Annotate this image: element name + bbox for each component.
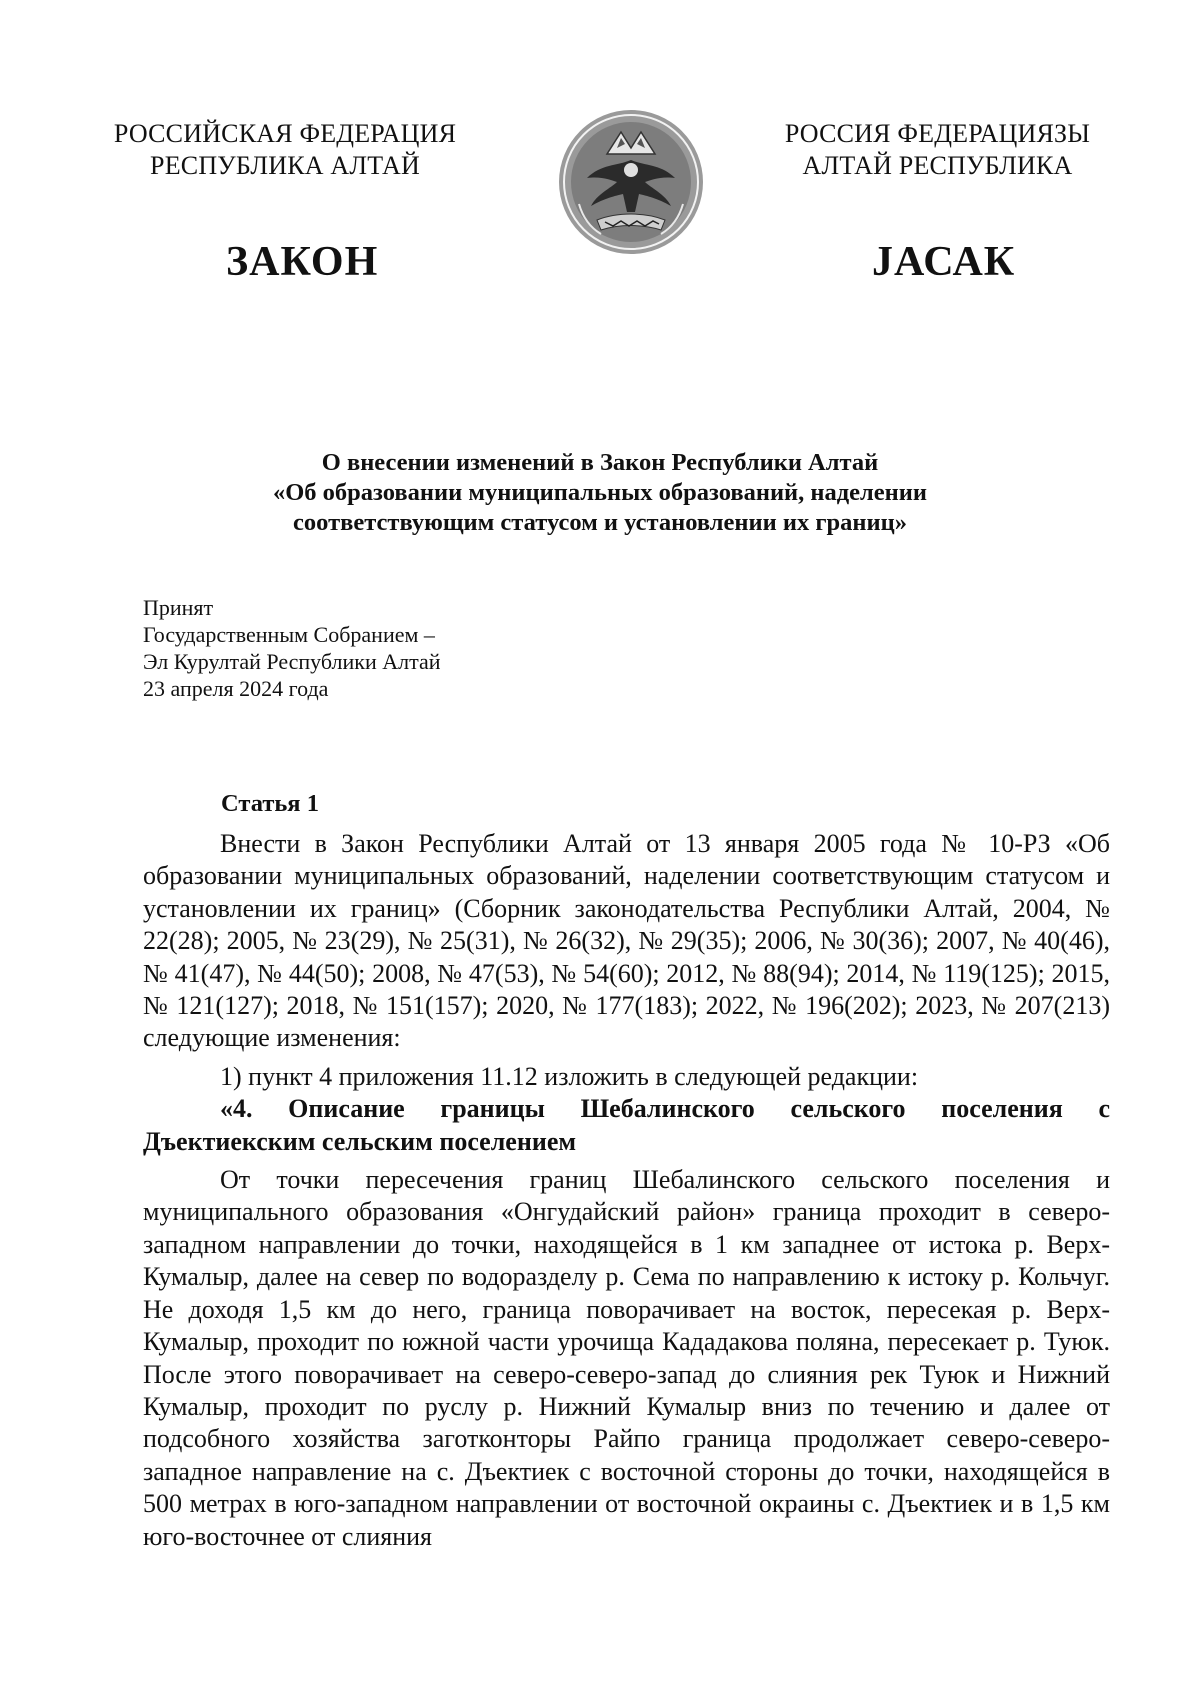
title-line1: О внесении изменений в Закон Республики Алтай bbox=[321, 449, 879, 476]
adopted-line2: Государственным Собранием – bbox=[143, 622, 435, 647]
item-heading: «4. Описание границы Шебалинского сельского поселения с Дъектиекским сельским поселением bbox=[143, 1094, 1110, 1156]
adopted-date: 23 апреля 2024 года bbox=[143, 676, 329, 701]
boundary-description: От точки пересечения границ Шебалинского сельского поселения и муниципального образования «Онгудайский район» граница проходит в северо-западном направлении до точки, находящейся в 1 км западнее от истока р. Верх-Кумалыр, далее на север по водоразделу р. Сема по направлению к истоку р. Кольчуг. Не доходя 1,5 км до него, граница поворачивает на восток, пересекая р. Верх-Кумалыр, проходит по южной части урочища Кададакова поляна, пересекает р. Туюк. После этого поворачивает на северо-северо-запад до слияния рек Туюк и Нижний Кумалыр, проходит по руслу р. Нижний Кумалыр вниз по течению и далее от подсобного хозяйства заготконторы Райпо граница продолжает северо-северо-западное направление на с. Дъектиек с восточной стороны до точки, находящейся в 500 метрах в юго-западном направлении от восточной окраины с. Дъектиек и в 1,5 км юго-восточнее от слияния bbox=[143, 1165, 1110, 1551]
adoption-block bbox=[143, 594, 441, 702]
adopted-line1: Принят bbox=[143, 595, 214, 620]
title-line2: «Об образовании муниципальных образований, наделении bbox=[272, 479, 928, 506]
header-left-line2: РЕСПУБЛИКА АЛТАЙ bbox=[150, 151, 420, 180]
header-right-line1: РОССИЯ ФЕДЕРАЦИЯЗЫ bbox=[784, 119, 1091, 148]
document-title bbox=[160, 448, 1040, 538]
amendment-item-1: 1) пункт 4 приложения 11.12 изложить в следующей редакции: bbox=[220, 1061, 919, 1091]
adopted-line3: Эл Курултай Республики Алтай bbox=[143, 649, 441, 674]
coat-of-arms-icon bbox=[557, 108, 705, 256]
header-left-line1: РОССИЙСКАЯ ФЕДЕРАЦИЯ bbox=[113, 119, 457, 148]
law-title-altai: ЈАСАК bbox=[872, 239, 1016, 285]
title-line3: соответствующим статусом и установлении их границ» bbox=[293, 509, 907, 536]
header-right bbox=[760, 118, 1115, 182]
header-right-line2: АЛТАЙ РЕСПУБЛИКА bbox=[802, 151, 1073, 180]
law-title-russian: ЗАКОН bbox=[226, 239, 379, 285]
header-left bbox=[95, 118, 475, 182]
article-body bbox=[143, 828, 1110, 1553]
article-heading: Статья 1 bbox=[221, 790, 319, 817]
article-intro: Внести в Закон Республики Алтай от 13 января 2005 года № 10-РЗ «Об образовании муниципальных образований, наделении соответствующим статусом и установлении их границ» (Сборник законодательства Республики Алтай, 2004, № 22(28); 2005, № 23(29), № 25(31), № 26(32), № 29(35); 2006, № 30(36); 2007, № 40(46), № 41(47), № 44(50); 2008, № 47(53), № 54(60); 2012, № 88(94); 2014, № 119(125); 2015, № 121(127); 2018, № 151(157); 2020, № 177(183); 2022, № 196(202); 2023, № 207(213) следующие изменения: bbox=[143, 829, 1110, 1053]
